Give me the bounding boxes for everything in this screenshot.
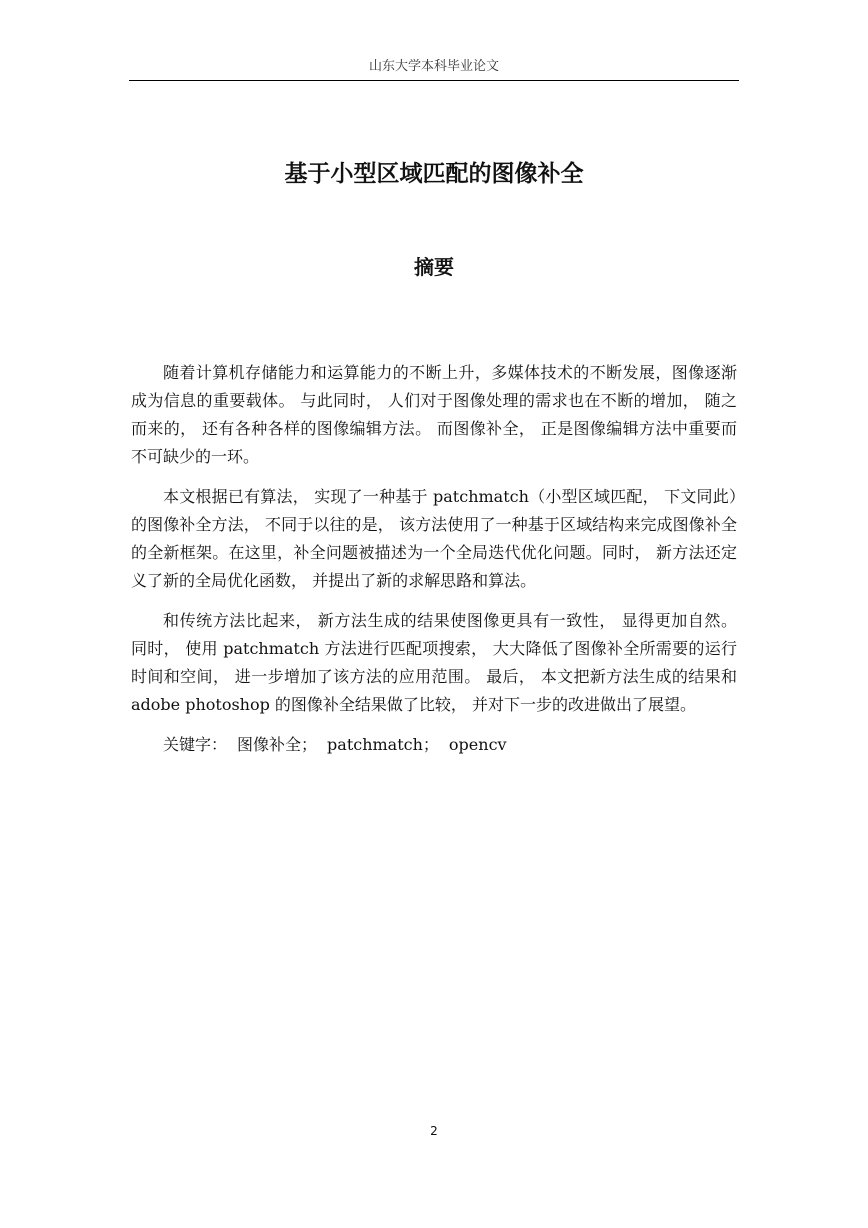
abstract-paragraph-2: 本文根据已有算法， 实现了一种基于 patchmatch（小型区域匹配， 下文同此）的图像补全方法， 不同于以往的是， 该方法使用了一种基于区域结构来完成图像补全的全新框架。在这里，补全问题被描述为一个全局迭代优化问题。同时， 新方法还定义了新的全局优化函数， 并提出了新的求解思路和算法。: [131, 487, 737, 590]
running-header: 山东大学本科毕业论文: [368, 59, 499, 74]
header-rule: [129, 80, 739, 81]
abstract-body: [131, 359, 737, 759]
abstract-paragraph-3: 和传统方法比起来， 新方法生成的结果使图像更具有一致性， 显得更加自然。 同时， 使用 patchmatch 方法进行匹配项搜索， 大大降低了图像补全所需要的运行时间和空间， 进一步增加了该方法的应用范围。 最后， 本文把新方法生成的结果和 adobe photoshop 的图像补全结果做了比较， 并对下一步的改进做出了展望。: [131, 611, 737, 714]
abstract-paragraph-1: 随着计算机存储能力和运算能力的不断上升，多媒体技术的不断发展，图像逐渐成为信息的重要载体。 与此同时， 人们对于图像处理的需求也在不断的增加， 随之而来的， 还有各种各样的图像编辑方法。 而图像补全， 正是图像编辑方法中重要而不可缺少的一环。: [131, 363, 737, 466]
keywords-line: [131, 731, 737, 759]
page-number: 2: [430, 1124, 438, 1138]
document-title: 基于小型区域匹配的图像补全: [284, 161, 584, 187]
abstract-heading: 摘要: [414, 255, 454, 279]
keyword-3: opencv: [448, 735, 507, 754]
keywords-label: 关键字：: [163, 735, 228, 754]
keyword-2: patchmatch；: [327, 735, 439, 754]
keyword-1: 图像补全；: [237, 735, 318, 754]
